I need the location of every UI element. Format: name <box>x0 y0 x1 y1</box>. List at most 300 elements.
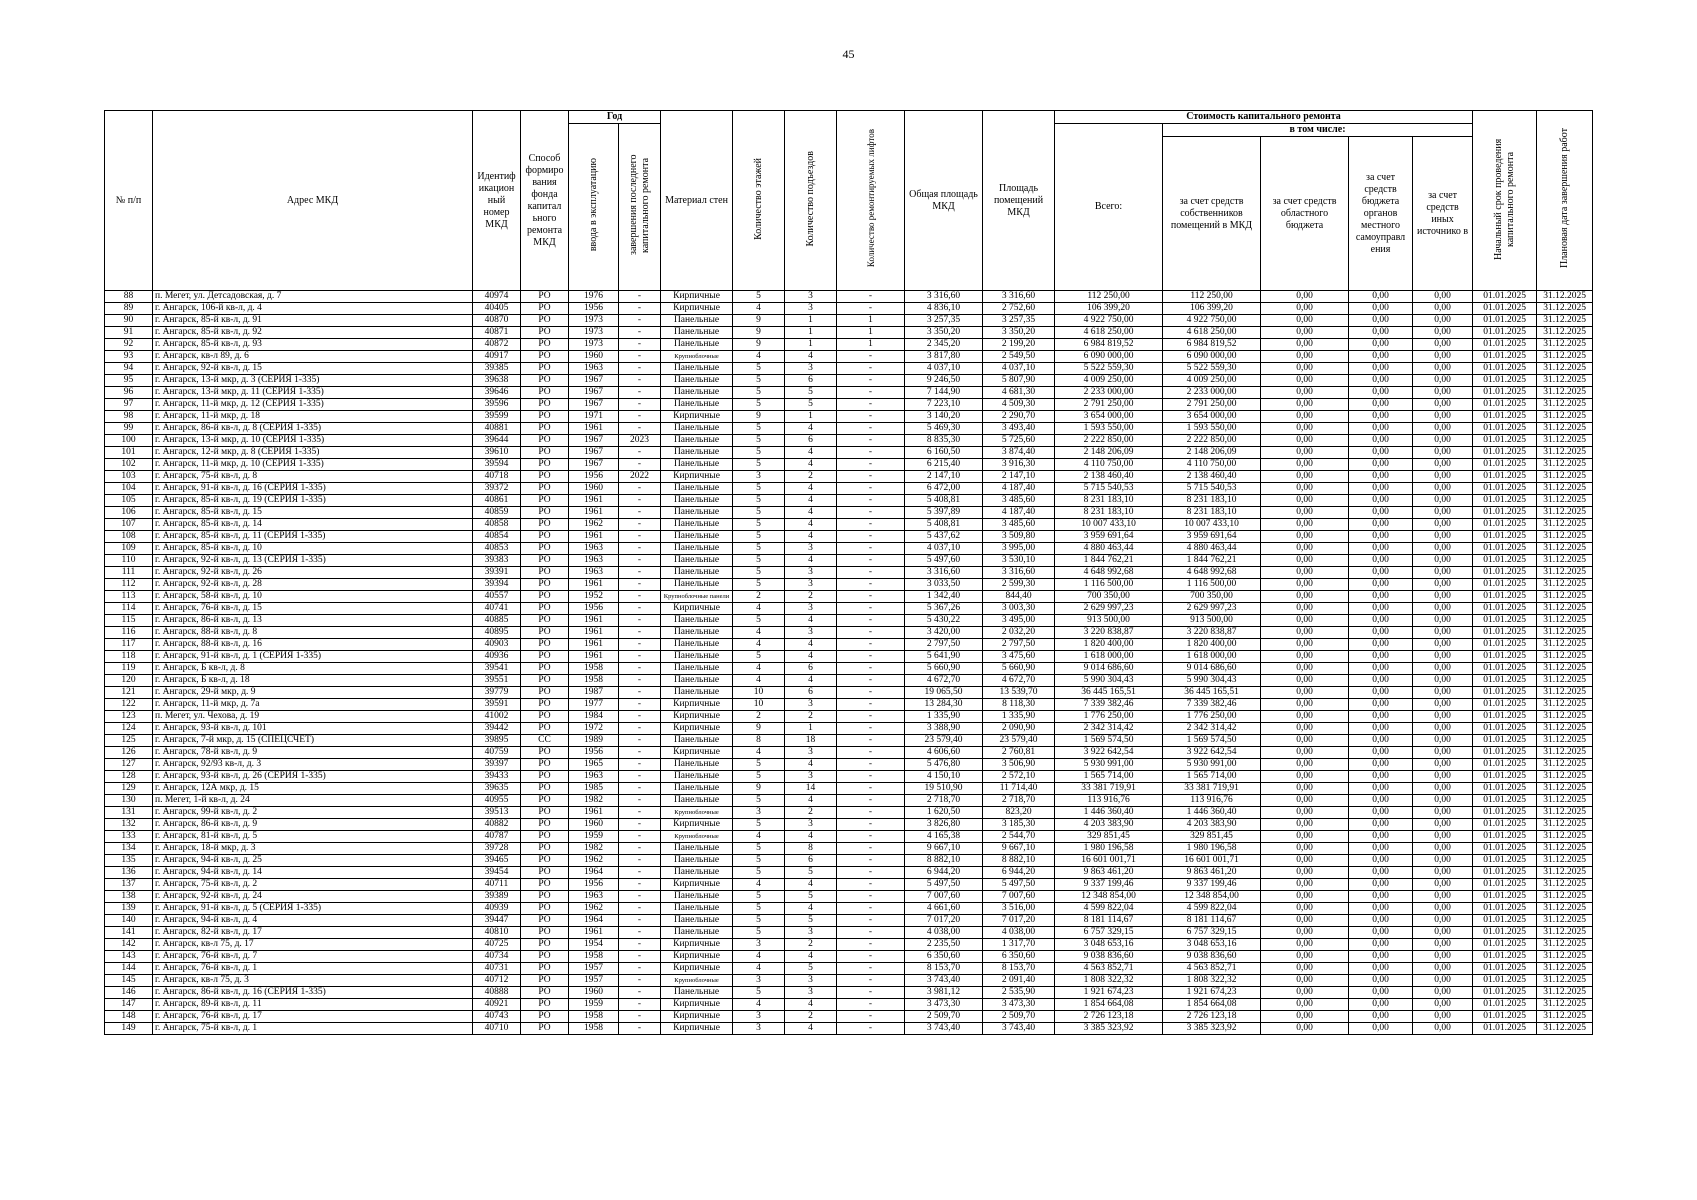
cell-end-date: 31.12.2025 <box>1537 627 1593 639</box>
cell-cost-total: 700 350,00 <box>1055 591 1163 603</box>
cell-material: Панельные <box>661 579 733 591</box>
cell-num: 101 <box>105 447 153 459</box>
cell-start-date: 01.01.2025 <box>1473 483 1537 495</box>
cell-cost-total: 7 339 382,46 <box>1055 699 1163 711</box>
cell-area-rooms: 23 579,40 <box>983 735 1055 747</box>
cell-cost-regional: 0,00 <box>1261 543 1349 555</box>
cell-method: РО <box>521 927 569 939</box>
cell-end-date: 31.12.2025 <box>1537 735 1593 747</box>
cell-area-total: 8 882,10 <box>905 855 983 867</box>
cell-num: 129 <box>105 783 153 795</box>
cell-area-total: 7 144,90 <box>905 387 983 399</box>
table-row <box>105 351 1593 363</box>
cell-cost-owners: 2 791 250,00 <box>1163 399 1261 411</box>
cell-cost-local: 0,00 <box>1349 363 1413 375</box>
cell-cost-local: 0,00 <box>1349 699 1413 711</box>
cell-floors: 9 <box>733 411 785 423</box>
cell-year-commission: 1956 <box>569 879 619 891</box>
cell-area-rooms: 2 199,20 <box>983 339 1055 351</box>
cell-num: 148 <box>105 1011 153 1023</box>
cell-area-total: 3 743,40 <box>905 975 983 987</box>
cell-cost-other: 0,00 <box>1413 963 1473 975</box>
cell-id: 39594 <box>473 459 521 471</box>
cell-address: г. Ангарск, 76-й кв-л, д. 7 <box>153 951 473 963</box>
cell-cost-total: 2 148 206,09 <box>1055 447 1163 459</box>
cell-cost-total: 1 116 500,00 <box>1055 579 1163 591</box>
cell-num: 125 <box>105 735 153 747</box>
cell-cost-total: 3 220 838,87 <box>1055 627 1163 639</box>
cell-floors: 5 <box>733 387 785 399</box>
cell-lifts: - <box>837 999 905 1011</box>
cell-cost-total: 329 851,45 <box>1055 831 1163 843</box>
cell-cost-total: 1 820 400,00 <box>1055 639 1163 651</box>
cell-entrances: 3 <box>785 975 837 987</box>
cell-floors: 8 <box>733 735 785 747</box>
cell-cost-local: 0,00 <box>1349 663 1413 675</box>
cell-material: Панельные <box>661 687 733 699</box>
header-area-rooms: Площадь помещений МКД <box>983 111 1055 291</box>
cell-method: РО <box>521 819 569 831</box>
cell-end-date: 31.12.2025 <box>1537 783 1593 795</box>
cell-area-rooms: 8 882,10 <box>983 855 1055 867</box>
cell-end-date: 31.12.2025 <box>1537 447 1593 459</box>
cell-cost-total: 6 757 329,15 <box>1055 927 1163 939</box>
cell-id: 40939 <box>473 903 521 915</box>
cell-cost-regional: 0,00 <box>1261 555 1349 567</box>
cell-end-date: 31.12.2025 <box>1537 651 1593 663</box>
cell-area-total: 3 420,00 <box>905 627 983 639</box>
cell-entrances: 2 <box>785 591 837 603</box>
cell-area-rooms: 3 874,40 <box>983 447 1055 459</box>
cell-material: Кирпичные <box>661 291 733 303</box>
cell-floors: 5 <box>733 531 785 543</box>
cell-method: РО <box>521 567 569 579</box>
cell-address: г. Ангарск, 85-й кв-л, д. 93 <box>153 339 473 351</box>
cell-cost-regional: 0,00 <box>1261 891 1349 903</box>
cell-year-commission: 1982 <box>569 795 619 807</box>
cell-num: 145 <box>105 975 153 987</box>
cell-area-rooms: 4 681,30 <box>983 387 1055 399</box>
cell-address: г. Ангарск, 94-й кв-л, д. 14 <box>153 867 473 879</box>
cell-method: РО <box>521 483 569 495</box>
cell-lifts: - <box>837 591 905 603</box>
cell-id: 40882 <box>473 819 521 831</box>
cell-year-last-repair: - <box>619 747 661 759</box>
cell-cost-owners: 33 381 719,91 <box>1163 783 1261 795</box>
cell-material: Панельные <box>661 987 733 999</box>
cell-start-date: 01.01.2025 <box>1473 603 1537 615</box>
cell-start-date: 01.01.2025 <box>1473 687 1537 699</box>
cell-cost-owners: 3 654 000,00 <box>1163 411 1261 423</box>
cell-year-last-repair: - <box>619 507 661 519</box>
table-row <box>105 567 1593 579</box>
cell-cost-other: 0,00 <box>1413 435 1473 447</box>
cell-floors: 5 <box>733 927 785 939</box>
cell-start-date: 01.01.2025 <box>1473 375 1537 387</box>
cell-start-date: 01.01.2025 <box>1473 471 1537 483</box>
cell-material: Кирпичные <box>661 303 733 315</box>
cell-num: 104 <box>105 483 153 495</box>
cell-area-total: 6 944,20 <box>905 867 983 879</box>
cell-num: 108 <box>105 531 153 543</box>
cell-entrances: 3 <box>785 771 837 783</box>
cell-address: г. Ангарск, 82-й кв-л, д. 17 <box>153 927 473 939</box>
cell-cost-total: 1 844 762,21 <box>1055 555 1163 567</box>
cell-id: 39465 <box>473 855 521 867</box>
cell-cost-local: 0,00 <box>1349 291 1413 303</box>
cell-cost-regional: 0,00 <box>1261 723 1349 735</box>
cell-id: 40859 <box>473 507 521 519</box>
cell-material: Панельные <box>661 639 733 651</box>
cell-cost-regional: 0,00 <box>1261 747 1349 759</box>
cell-address: г. Ангарск, 91-й кв-л, д. 16 (СЕРИЯ 1-335) <box>153 483 473 495</box>
cell-cost-owners: 1 844 762,21 <box>1163 555 1261 567</box>
cell-area-total: 5 476,80 <box>905 759 983 771</box>
cell-id: 40858 <box>473 519 521 531</box>
cell-year-commission: 1961 <box>569 927 619 939</box>
cell-address: п. Мегет, ул. Детсадовская, д. 7 <box>153 291 473 303</box>
table-row <box>105 375 1593 387</box>
cell-end-date: 31.12.2025 <box>1537 903 1593 915</box>
cell-floors: 4 <box>733 747 785 759</box>
cell-cost-local: 0,00 <box>1349 579 1413 591</box>
cell-year-commission: 1971 <box>569 411 619 423</box>
cell-area-total: 7 007,60 <box>905 891 983 903</box>
cell-method: РО <box>521 939 569 951</box>
cell-entrances: 4 <box>785 459 837 471</box>
cell-method: РО <box>521 591 569 603</box>
cell-cost-total: 10 007 433,10 <box>1055 519 1163 531</box>
cell-num: 91 <box>105 327 153 339</box>
table-row <box>105 363 1593 375</box>
cell-year-last-repair: - <box>619 843 661 855</box>
cell-num: 103 <box>105 471 153 483</box>
cell-address: п. Мегет, 1-й кв-л, д. 24 <box>153 795 473 807</box>
cell-area-rooms: 5 725,60 <box>983 435 1055 447</box>
cell-year-last-repair: - <box>619 531 661 543</box>
cell-cost-local: 0,00 <box>1349 903 1413 915</box>
cell-start-date: 01.01.2025 <box>1473 915 1537 927</box>
cell-floors: 5 <box>733 363 785 375</box>
capital-repair-table <box>104 110 1593 1035</box>
cell-num: 128 <box>105 771 153 783</box>
cell-area-rooms: 4 187,40 <box>983 507 1055 519</box>
cell-entrances: 4 <box>785 531 837 543</box>
cell-entrances: 4 <box>785 951 837 963</box>
cell-address: г. Ангарск, кв-л 75, д. 3 <box>153 975 473 987</box>
cell-cost-regional: 0,00 <box>1261 843 1349 855</box>
cell-year-last-repair: - <box>619 711 661 723</box>
cell-cost-regional: 0,00 <box>1261 1023 1349 1035</box>
cell-year-commission: 1961 <box>569 651 619 663</box>
cell-cost-local: 0,00 <box>1349 975 1413 987</box>
cell-cost-owners: 5 990 304,43 <box>1163 675 1261 687</box>
cell-cost-total: 3 654 000,00 <box>1055 411 1163 423</box>
cell-material: Панельные <box>661 387 733 399</box>
cell-start-date: 01.01.2025 <box>1473 507 1537 519</box>
cell-id: 39635 <box>473 783 521 795</box>
cell-id: 39646 <box>473 387 521 399</box>
cell-cost-other: 0,00 <box>1413 339 1473 351</box>
cell-area-rooms: 5 497,50 <box>983 879 1055 891</box>
cell-cost-owners: 4 880 463,44 <box>1163 543 1261 555</box>
cell-floors: 5 <box>733 915 785 927</box>
cell-address: г. Ангарск, 81-й кв-л, д. 5 <box>153 831 473 843</box>
table-row <box>105 1011 1593 1023</box>
cell-year-last-repair: 2022 <box>619 471 661 483</box>
cell-address: г. Ангарск, 85-й кв-л, д. 11 (СЕРИЯ 1-335) <box>153 531 473 543</box>
cell-area-total: 6 350,60 <box>905 951 983 963</box>
cell-entrances: 6 <box>785 687 837 699</box>
cell-num: 132 <box>105 819 153 831</box>
cell-start-date: 01.01.2025 <box>1473 927 1537 939</box>
cell-cost-total: 9 038 836,60 <box>1055 951 1163 963</box>
cell-area-total: 3 817,80 <box>905 351 983 363</box>
cell-address: г. Ангарск, 94-й кв-л, д. 25 <box>153 855 473 867</box>
cell-year-last-repair: - <box>619 351 661 363</box>
cell-lifts: - <box>837 795 905 807</box>
table-row <box>105 579 1593 591</box>
cell-cost-total: 3 048 653,16 <box>1055 939 1163 951</box>
cell-num: 111 <box>105 567 153 579</box>
cell-num: 93 <box>105 351 153 363</box>
cell-lifts: - <box>837 567 905 579</box>
cell-cost-local: 0,00 <box>1349 675 1413 687</box>
table-row <box>105 483 1593 495</box>
cell-start-date: 01.01.2025 <box>1473 423 1537 435</box>
cell-floors: 5 <box>733 495 785 507</box>
cell-year-commission: 1989 <box>569 735 619 747</box>
cell-year-commission: 1959 <box>569 831 619 843</box>
cell-material: Панельные <box>661 891 733 903</box>
cell-id: 40759 <box>473 747 521 759</box>
cell-lifts: - <box>837 651 905 663</box>
cell-year-last-repair: - <box>619 819 661 831</box>
cell-material: Кирпичные <box>661 999 733 1011</box>
cell-cost-regional: 0,00 <box>1261 579 1349 591</box>
cell-start-date: 01.01.2025 <box>1473 399 1537 411</box>
cell-entrances: 4 <box>785 351 837 363</box>
cell-method: РО <box>521 339 569 351</box>
cell-cost-regional: 0,00 <box>1261 567 1349 579</box>
cell-cost-local: 0,00 <box>1349 855 1413 867</box>
cell-start-date: 01.01.2025 <box>1473 531 1537 543</box>
cell-cost-local: 0,00 <box>1349 591 1413 603</box>
cell-cost-regional: 0,00 <box>1261 639 1349 651</box>
cell-num: 127 <box>105 759 153 771</box>
cell-entrances: 5 <box>785 399 837 411</box>
cell-end-date: 31.12.2025 <box>1537 291 1593 303</box>
cell-cost-owners: 5 522 559,30 <box>1163 363 1261 375</box>
cell-start-date: 01.01.2025 <box>1473 651 1537 663</box>
cell-area-rooms: 3 485,60 <box>983 519 1055 531</box>
cell-id: 41002 <box>473 711 521 723</box>
cell-year-last-repair: - <box>619 567 661 579</box>
cell-start-date: 01.01.2025 <box>1473 867 1537 879</box>
cell-cost-owners: 3 959 691,64 <box>1163 531 1261 543</box>
cell-address: г. Ангарск, 93-й кв-л, д. 26 (СЕРИЯ 1-335) <box>153 771 473 783</box>
cell-year-commission: 1961 <box>569 639 619 651</box>
cell-end-date: 31.12.2025 <box>1537 339 1593 351</box>
cell-start-date: 01.01.2025 <box>1473 303 1537 315</box>
cell-id: 39541 <box>473 663 521 675</box>
cell-id: 40917 <box>473 351 521 363</box>
cell-address: г. Ангарск, 85-й кв-л, д. 15 <box>153 507 473 519</box>
cell-material: Кирпичные <box>661 699 733 711</box>
cell-start-date: 01.01.2025 <box>1473 315 1537 327</box>
cell-year-last-repair: - <box>619 951 661 963</box>
cell-year-last-repair: - <box>619 687 661 699</box>
cell-lifts: - <box>837 843 905 855</box>
cell-area-rooms: 2 535,90 <box>983 987 1055 999</box>
cell-material: Панельные <box>661 363 733 375</box>
cell-cost-owners: 1 618 000,00 <box>1163 651 1261 663</box>
cell-start-date: 01.01.2025 <box>1473 663 1537 675</box>
cell-cost-local: 0,00 <box>1349 771 1413 783</box>
cell-start-date: 01.01.2025 <box>1473 735 1537 747</box>
header-id: Идентиф икацион ный номер МКД <box>473 111 521 291</box>
cell-method: РО <box>521 531 569 543</box>
cell-floors: 4 <box>733 879 785 891</box>
cell-address: г. Ангарск, 85-й кв-л, д. 91 <box>153 315 473 327</box>
cell-cost-total: 1 565 714,00 <box>1055 771 1163 783</box>
cell-area-rooms: 4 509,30 <box>983 399 1055 411</box>
cell-lifts: - <box>837 639 905 651</box>
cell-method: РО <box>521 699 569 711</box>
cell-floors: 10 <box>733 699 785 711</box>
cell-material: Панельные <box>661 867 733 879</box>
cell-area-rooms: 2 760,81 <box>983 747 1055 759</box>
cell-year-commission: 1956 <box>569 471 619 483</box>
cell-lifts: - <box>837 867 905 879</box>
cell-num: 143 <box>105 951 153 963</box>
cell-cost-total: 2 138 460,40 <box>1055 471 1163 483</box>
cell-method: РО <box>521 423 569 435</box>
cell-year-last-repair: - <box>619 399 661 411</box>
cell-cost-other: 0,00 <box>1413 699 1473 711</box>
cell-entrances: 4 <box>785 615 837 627</box>
cell-cost-regional: 0,00 <box>1261 987 1349 999</box>
cell-material: Панельные <box>661 651 733 663</box>
cell-address: г. Ангарск, 88-й кв-л, д. 16 <box>153 639 473 651</box>
cell-floors: 4 <box>733 999 785 1011</box>
cell-area-total: 13 284,30 <box>905 699 983 711</box>
cell-cost-owners: 12 348 854,00 <box>1163 891 1261 903</box>
cell-start-date: 01.01.2025 <box>1473 903 1537 915</box>
cell-address: г. Ангарск, кв-л 89, д. 6 <box>153 351 473 363</box>
cell-material: Панельные <box>661 627 733 639</box>
cell-area-rooms: 9 667,10 <box>983 843 1055 855</box>
cell-start-date: 01.01.2025 <box>1473 435 1537 447</box>
cell-lifts: - <box>837 903 905 915</box>
header-year-commission: ввода в эксплуатацию <box>569 124 619 291</box>
cell-cost-local: 0,00 <box>1349 483 1413 495</box>
cell-start-date: 01.01.2025 <box>1473 843 1537 855</box>
cell-entrances: 4 <box>785 879 837 891</box>
cell-year-commission: 1964 <box>569 867 619 879</box>
cell-id: 40810 <box>473 927 521 939</box>
cell-material: Кирпичные <box>661 603 733 615</box>
cell-lifts: - <box>837 951 905 963</box>
cell-id: 40711 <box>473 879 521 891</box>
cell-cost-other: 0,00 <box>1413 399 1473 411</box>
cell-area-rooms: 11 714,40 <box>983 783 1055 795</box>
cell-year-commission: 1963 <box>569 555 619 567</box>
table-row <box>105 435 1593 447</box>
cell-cost-other: 0,00 <box>1413 351 1473 363</box>
cell-method: РО <box>521 975 569 987</box>
cell-cost-total: 16 601 001,71 <box>1055 855 1163 867</box>
cell-lifts: - <box>837 543 905 555</box>
table-row <box>105 939 1593 951</box>
cell-method: РО <box>521 855 569 867</box>
cell-method: РО <box>521 675 569 687</box>
cell-cost-total: 5 990 304,43 <box>1055 675 1163 687</box>
cell-cost-local: 0,00 <box>1349 879 1413 891</box>
cell-start-date: 01.01.2025 <box>1473 855 1537 867</box>
cell-material: Панельные <box>661 447 733 459</box>
cell-floors: 5 <box>733 423 785 435</box>
cell-area-total: 5 497,60 <box>905 555 983 567</box>
cell-cost-local: 0,00 <box>1349 807 1413 819</box>
cell-address: г. Ангарск, 11-й мкр, д. 10 (СЕРИЯ 1-335) <box>153 459 473 471</box>
cell-cost-owners: 6 090 000,00 <box>1163 351 1261 363</box>
cell-cost-regional: 0,00 <box>1261 495 1349 507</box>
cell-entrances: 6 <box>785 435 837 447</box>
cell-address: г. Ангарск, 11-й мкр, д. 12 (СЕРИЯ 1-335) <box>153 399 473 411</box>
cell-end-date: 31.12.2025 <box>1537 567 1593 579</box>
cell-entrances: 3 <box>785 543 837 555</box>
cell-area-total: 5 660,90 <box>905 663 983 675</box>
cell-lifts: - <box>837 987 905 999</box>
cell-address: г. Ангарск, 92-й кв-л, д. 15 <box>153 363 473 375</box>
cell-area-total: 2 718,70 <box>905 795 983 807</box>
cell-floors: 4 <box>733 351 785 363</box>
cell-cost-total: 1 921 674,23 <box>1055 987 1163 999</box>
cell-num: 147 <box>105 999 153 1011</box>
cell-cost-other: 0,00 <box>1413 807 1473 819</box>
cell-id: 40903 <box>473 639 521 651</box>
cell-end-date: 31.12.2025 <box>1537 639 1593 651</box>
cell-year-commission: 1960 <box>569 351 619 363</box>
cell-cost-total: 1 618 000,00 <box>1055 651 1163 663</box>
cell-entrances: 3 <box>785 987 837 999</box>
cell-start-date: 01.01.2025 <box>1473 327 1537 339</box>
table-row <box>105 663 1593 675</box>
cell-cost-owners: 1 980 196,58 <box>1163 843 1261 855</box>
cell-area-rooms: 3 995,00 <box>983 543 1055 555</box>
cell-year-last-repair: - <box>619 303 661 315</box>
cell-year-commission: 1961 <box>569 507 619 519</box>
cell-lifts: - <box>837 519 905 531</box>
cell-cost-total: 1 808 322,32 <box>1055 975 1163 987</box>
cell-cost-owners: 1 854 664,08 <box>1163 999 1261 1011</box>
cell-cost-other: 0,00 <box>1413 411 1473 423</box>
cell-area-total: 8 153,70 <box>905 963 983 975</box>
cell-entrances: 18 <box>785 735 837 747</box>
cell-entrances: 3 <box>785 699 837 711</box>
cell-year-last-repair: - <box>619 459 661 471</box>
cell-cost-other: 0,00 <box>1413 315 1473 327</box>
cell-lifts: - <box>837 387 905 399</box>
cell-id: 40888 <box>473 987 521 999</box>
header-floors: Количество этажей <box>733 111 785 291</box>
cell-area-rooms: 3 743,40 <box>983 1023 1055 1035</box>
cell-area-total: 4 606,60 <box>905 747 983 759</box>
cell-end-date: 31.12.2025 <box>1537 759 1593 771</box>
cell-lifts: - <box>837 939 905 951</box>
cell-start-date: 01.01.2025 <box>1473 831 1537 843</box>
